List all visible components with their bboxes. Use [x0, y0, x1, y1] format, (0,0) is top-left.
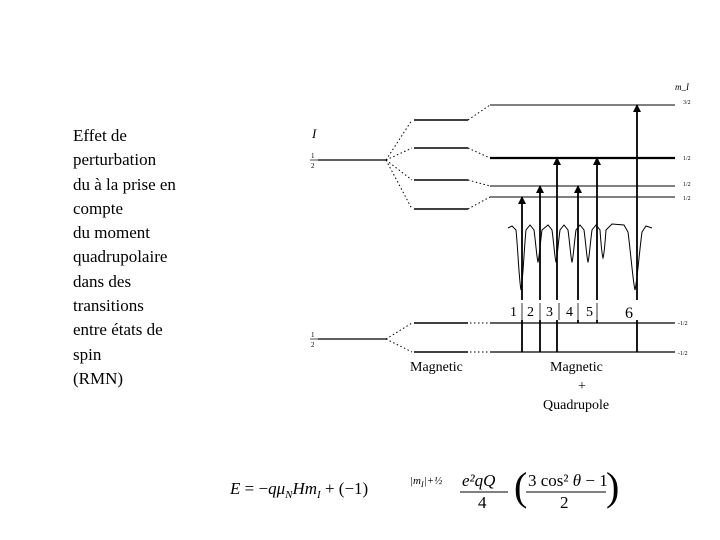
- mi-label: -1/2: [678, 351, 688, 357]
- caption-line: compte: [73, 198, 124, 218]
- transition-labels: [510, 305, 633, 322]
- mi-label: 1/2: [683, 182, 691, 188]
- lower-fraction: [310, 331, 318, 349]
- section-magnetic-quadrupole-line1: Magnetic: [550, 360, 603, 375]
- caption-line: entre états de: [73, 320, 163, 340]
- magnetic-levels: [414, 120, 468, 352]
- caption-line: transitions: [73, 296, 144, 316]
- svg-text:E = −qμNHmI + (−1): $E = -q\mu_NHm_I + (-1)$: [230, 479, 369, 501]
- mi-label: -1/2: [678, 321, 688, 327]
- transition-label-3: 3: [546, 305, 553, 320]
- caption-line: quadrupolaire: [73, 247, 168, 267]
- svg-text:4: 4: [478, 493, 487, 512]
- transition-label-6: 6: [625, 305, 633, 322]
- svg-text:): ): [606, 464, 620, 509]
- spectrum-trace: [508, 224, 652, 290]
- mi-header: m_I: [675, 82, 689, 92]
- svg-text:2: 2: [311, 341, 315, 349]
- section-magnetic-quadrupole-line2: +: [578, 379, 586, 394]
- caption-line: dans des: [73, 271, 132, 291]
- svg-text:1: 1: [311, 152, 315, 160]
- svg-text:2: 2: [560, 493, 569, 512]
- section-magnetic: Magnetic: [410, 360, 463, 375]
- mi-label: 3/2: [683, 100, 691, 106]
- splitting-connectors: [386, 120, 412, 352]
- mi-labels: [678, 100, 691, 357]
- caption-line: perturbation: [73, 150, 157, 170]
- caption-line: du moment: [73, 223, 150, 243]
- mi-label: 1/2: [683, 196, 691, 202]
- caption-line: du à la prise en: [73, 174, 176, 194]
- quadrupole-connectors: [468, 105, 490, 352]
- caption-line: spin: [73, 344, 102, 364]
- energy-formula: [230, 462, 620, 512]
- transition-label-4: 4: [566, 305, 573, 320]
- svg-text:e²qQ: e²qQ: [462, 471, 496, 490]
- svg-text:2: 2: [311, 162, 315, 170]
- caption-line: (RMN): [73, 368, 124, 388]
- transition-label-1: 1: [510, 305, 517, 320]
- transition-label-2: 2: [527, 305, 534, 320]
- upper-fraction: [310, 152, 318, 170]
- svg-text:1: 1: [311, 331, 315, 339]
- svg-text:(: (: [514, 464, 528, 509]
- section-magnetic-quadrupole-line3: Quadrupole: [543, 398, 610, 413]
- mi-label: 1/2: [683, 156, 691, 162]
- transition-label-5: 5: [586, 305, 593, 320]
- caption-line: Effet de: [73, 126, 127, 145]
- svg-text:|mI|+½: $|m_I|+\frac{1}{2}$: [410, 475, 443, 489]
- spin-label: I: [312, 126, 317, 141]
- svg-text:3 cos² θ − 1: 3 cos² θ − 1: [528, 471, 608, 490]
